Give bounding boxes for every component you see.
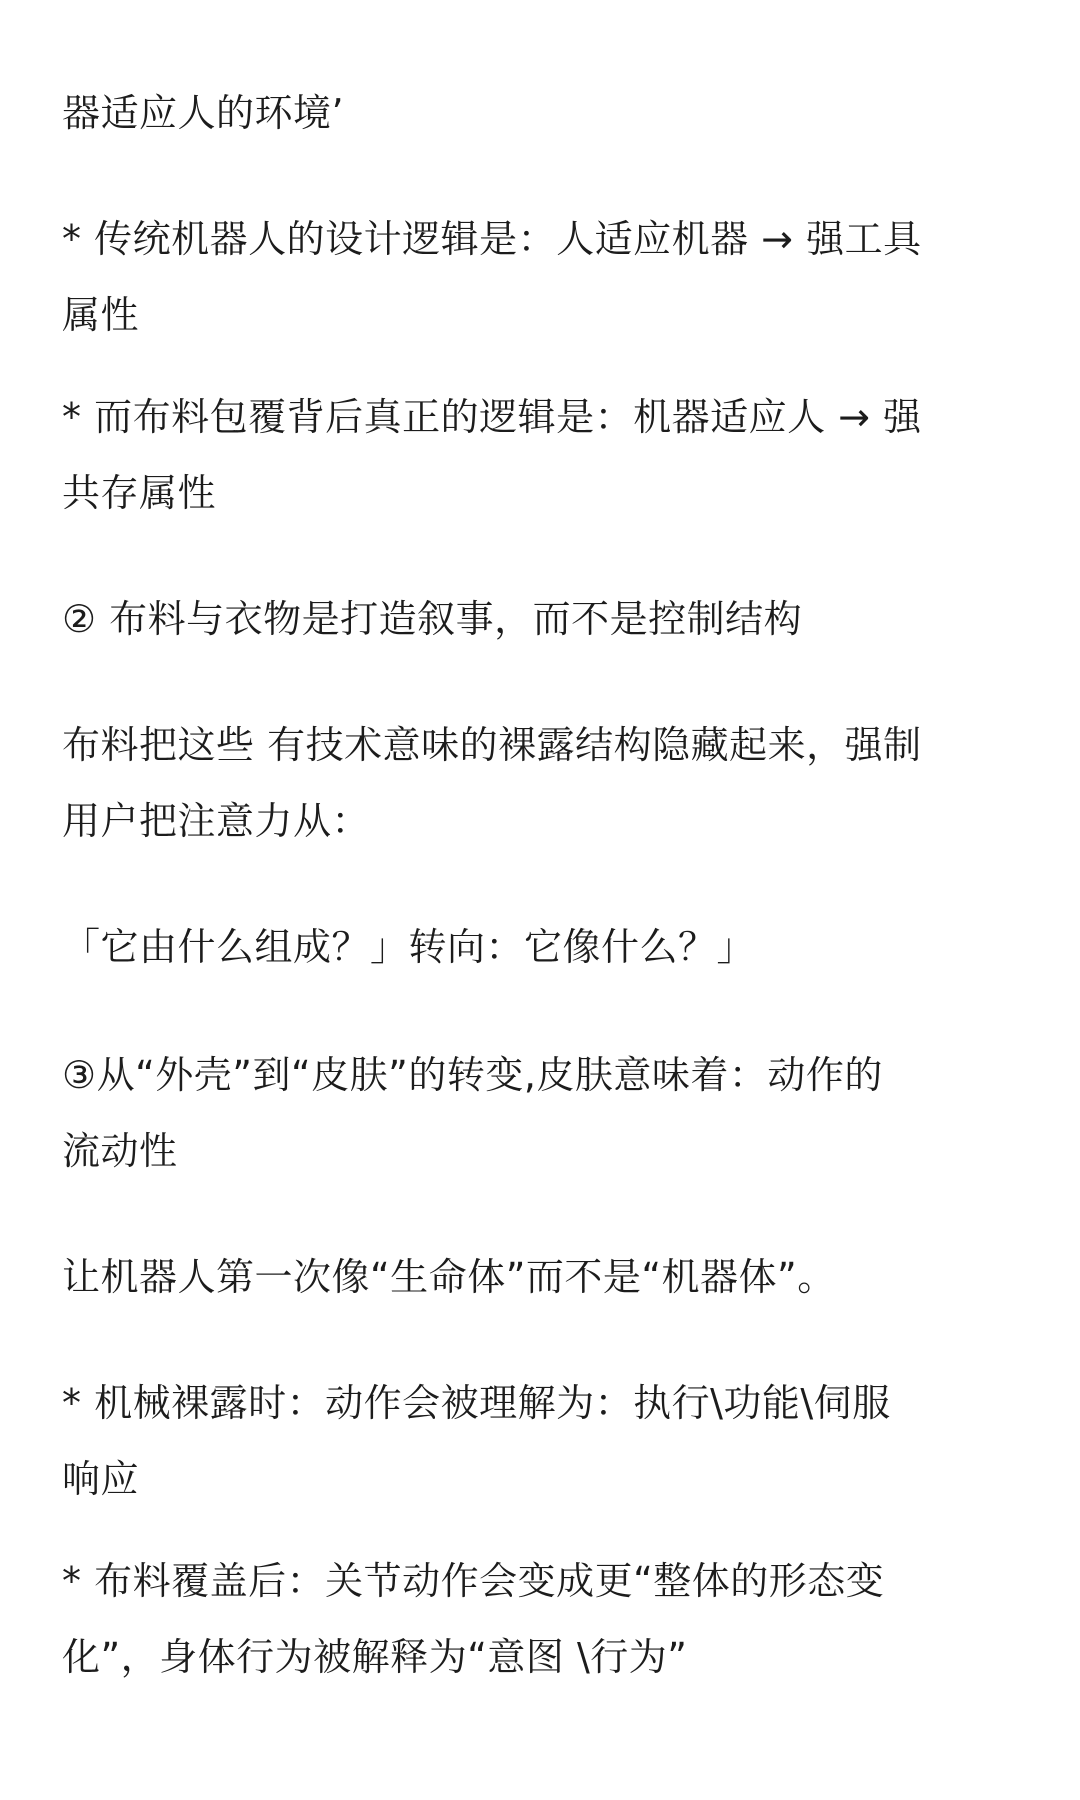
text-line: 「它由什么组成？」转向：它像什么？」 xyxy=(62,925,756,969)
text-line: 用户把注意力从： xyxy=(62,799,371,843)
text-line: 化”，身体行为被解释为“意图 \行为” xyxy=(62,1635,688,1679)
section-heading: ② 布料与衣物是打造叙事，而不是控制结构 xyxy=(62,597,803,641)
text-line: 器适应人的环境’ xyxy=(62,91,345,135)
text-line: 属性 xyxy=(62,293,140,337)
text-line: * 布料覆盖后：关节动作会变成更“整体的形态变 xyxy=(62,1559,885,1603)
text-line: 布料把这些 有技术意味的裸露结构隐藏起来，强制 xyxy=(62,723,922,767)
text-line: * 机械裸露时：动作会被理解为：执行\功能\伺服 xyxy=(62,1381,891,1425)
text-line: 共存属性 xyxy=(62,471,217,515)
text-line: * 传统机器人的设计逻辑是：人适应机器 → 强工具 xyxy=(62,217,922,261)
section-heading: ③从“外壳”到“皮肤”的转变,皮肤意味着：动作的 xyxy=(62,1053,883,1097)
text-line: 响应 xyxy=(62,1457,140,1501)
text-line: 让机器人第一次像“生命体”而不是“机器体”。 xyxy=(62,1255,836,1299)
text-line: * 而布料包覆背后真正的逻辑是：机器适应人 → 强 xyxy=(62,395,922,439)
text-line: 流动性 xyxy=(62,1129,178,1173)
